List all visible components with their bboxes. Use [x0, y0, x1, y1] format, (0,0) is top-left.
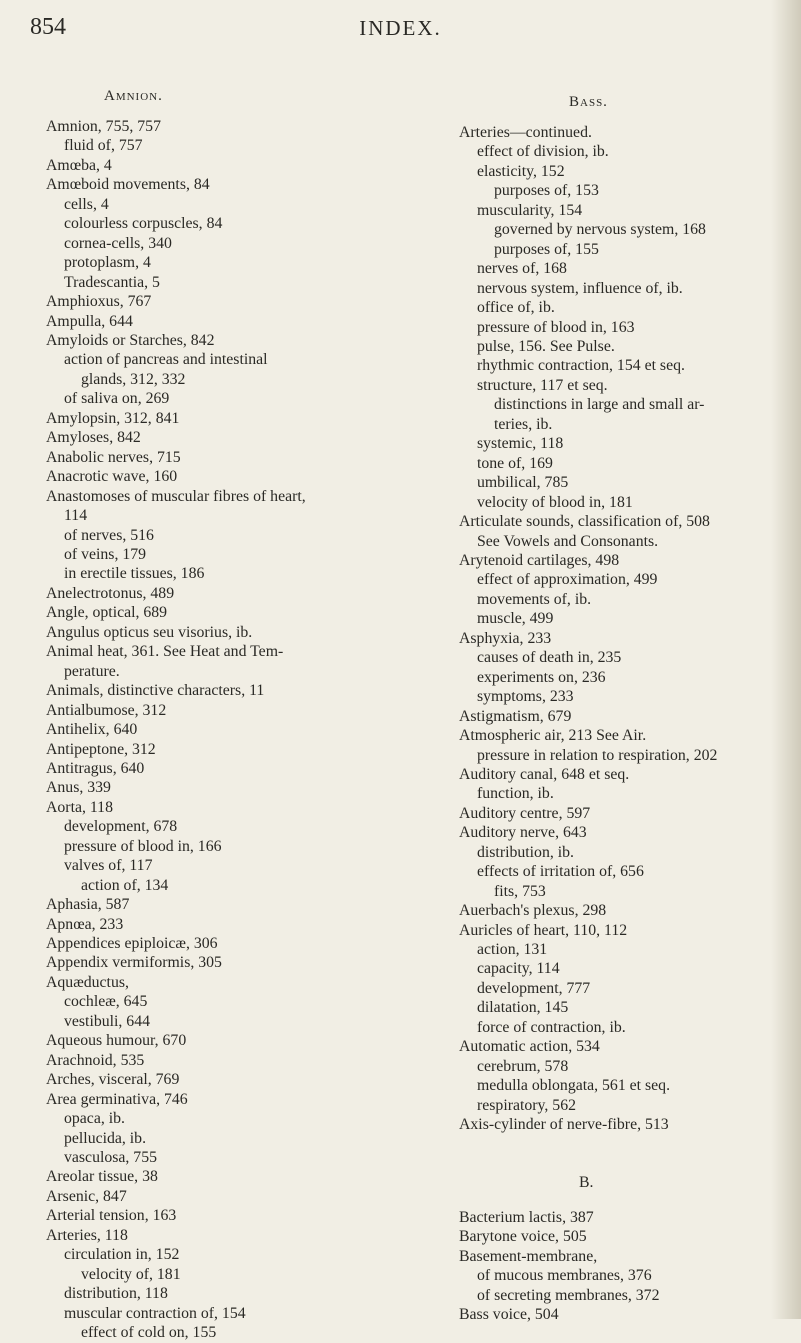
index-subentry: systemic, 118	[477, 435, 564, 453]
index-entry: Arches, visceral, 769	[46, 1071, 180, 1089]
index-subentry: development, 777	[477, 979, 591, 997]
index-subentry: pressure of blood in, 166	[64, 837, 222, 855]
index-entry: Animals, distinctive characters, 11	[46, 682, 265, 700]
index-subentry: purposes of, 155	[494, 240, 599, 258]
index-entry: Appendix vermiformis, 305	[46, 954, 222, 972]
index-subentry: cornea-cells, 340	[64, 234, 172, 252]
index-subentry: action, 131	[477, 941, 548, 959]
right-column-heading: Bass.	[569, 94, 608, 110]
index-subentry: elasticity, 152	[477, 162, 565, 180]
index-subentry: effects of irritation of, 656	[477, 863, 644, 881]
index-subentry: cerebrum, 578	[477, 1057, 569, 1075]
index-entry: Amnion, 755, 757	[46, 118, 161, 135]
index-subentry: velocity of, 181	[81, 1265, 181, 1283]
index-subentry: muscle, 499	[477, 610, 554, 628]
index-entry: Areolar tissue, 38	[46, 1168, 158, 1186]
index-subentry: nerves of, 168	[477, 260, 567, 278]
section-letter-heading: B.	[579, 1173, 594, 1191]
index-subentry: vestibuli, 644	[64, 1012, 151, 1030]
index-subentry: pulse, 156. See Pulse.	[477, 337, 615, 355]
index-entry: Anacrotic wave, 160	[46, 468, 178, 486]
index-entry: Anastomoses of muscular fibres of heart,	[46, 487, 306, 505]
index-entry: Anus, 339	[46, 779, 111, 797]
index-subentry: in erectile tissues, 186	[64, 565, 205, 583]
index-subentry: fits, 753	[494, 882, 546, 900]
index-entry: Articulate sounds, classification of, 508	[459, 513, 710, 531]
left-column	[46, 88, 431, 1343]
index-entry: Aphasia, 587	[46, 896, 130, 914]
index-subentry: pressure in relation to respiration, 202	[477, 746, 718, 764]
index-entry: Anelectrotonus, 489	[46, 584, 175, 602]
index-entry: Arsenic, 847	[46, 1187, 127, 1205]
index-entry: Bacterium lactis, 387	[459, 1209, 594, 1227]
left-entry-list	[46, 117, 431, 1343]
index-entry: Arachnoid, 535	[46, 1051, 145, 1069]
index-subentry: causes of death in, 235	[477, 649, 622, 667]
index-subentry: effect of cold on, 155	[81, 1324, 217, 1342]
index-entry: Ampulla, 644	[46, 312, 133, 330]
index-subentry: umbilical, 785	[477, 474, 569, 492]
index-entry: Aquæductus,	[46, 973, 129, 991]
index-subentry: teries, ib.	[494, 415, 553, 433]
index-entry: Atmospheric air, 213 See Air.	[459, 727, 647, 745]
index-subentry: respiratory, 562	[477, 1096, 576, 1114]
index-subentry: cochleæ, 645	[64, 993, 148, 1011]
index-subentry: function, ib.	[477, 785, 554, 803]
index-subentry: force of contraction, ib.	[477, 1018, 626, 1036]
index-entry: Aqueous humour, 670	[46, 1032, 187, 1050]
index-entry: Amœboid movements, 84	[46, 176, 210, 194]
index-subentry: action of, 134	[81, 876, 169, 894]
index-entry: Bass voice, 504	[459, 1306, 559, 1324]
index-subentry: circulation in, 152	[64, 1246, 180, 1264]
index-entry: Amyloses, 842	[46, 429, 141, 447]
index-subentry: protoplasm, 4	[64, 254, 151, 272]
index-entry: Auditory nerve, 643	[459, 824, 587, 842]
index-entry: Arteries—continued.	[459, 124, 592, 141]
index-subentry: cells, 4	[64, 195, 109, 213]
index-subentry: pressure of blood in, 163	[477, 318, 635, 336]
index-subentry: glands, 312, 332	[81, 370, 186, 388]
running-title: INDEX.	[359, 16, 442, 40]
index-entry: Amphioxus, 767	[46, 293, 152, 311]
index-subentry: effect of approximation, 499	[477, 571, 658, 589]
index-subentry: structure, 117 et seq.	[477, 376, 608, 394]
index-subentry: distribution, ib.	[477, 843, 574, 861]
index-subentry: nervous system, influence of, ib.	[477, 279, 683, 297]
index-entry: Anabolic nerves, 715	[46, 448, 181, 466]
index-entry: Auerbach's plexus, 298	[459, 902, 607, 920]
index-subentry: of secreting membranes, 372	[477, 1286, 660, 1304]
index-entry: Astigmatism, 679	[459, 707, 572, 725]
index-subentry: Tradescantia, 5	[64, 273, 160, 291]
index-entry: Basement-membrane,	[459, 1247, 598, 1265]
index-subentry: See Vowels and Consonants.	[477, 532, 659, 550]
index-entry: Barytone voice, 505	[459, 1228, 587, 1246]
index-subentry: 114	[64, 507, 88, 525]
index-subentry: symptoms, 233	[477, 688, 574, 706]
index-entry: Appendices epiploicæ, 306	[46, 935, 218, 953]
index-subentry: of saliva on, 269	[64, 390, 170, 408]
index-entry: Arteries, 118	[46, 1226, 128, 1244]
index-subentry: governed by nervous system, 168	[494, 221, 706, 239]
index-subentry: of mucous membranes, 376	[477, 1267, 652, 1285]
index-entry: Antialbumose, 312	[46, 701, 167, 719]
index-subentry: medulla oblongata, 561 et seq.	[477, 1077, 671, 1095]
index-subentry: tone of, 169	[477, 454, 553, 472]
index-subentry: experiments on, 236	[477, 668, 606, 686]
index-subentry: capacity, 114	[477, 960, 560, 978]
index-entry: Asphyxia, 233	[459, 629, 552, 647]
index-subentry: of veins, 179	[64, 545, 147, 563]
index-entry: Angulus opticus seu visorius, ib.	[46, 623, 253, 641]
index-subentry: action of pancreas and intestinal	[64, 351, 268, 369]
index-subentry: pellucida, ib.	[64, 1129, 147, 1147]
index-entry: Arytenoid cartilages, 498	[459, 551, 620, 569]
index-subentry: of nerves, 516	[64, 526, 154, 544]
index-subentry: vasculosa, 755	[64, 1149, 158, 1167]
index-entry: Amylopsin, 312, 841	[46, 409, 180, 427]
right-entry-list	[459, 123, 779, 1135]
index-subentry: movements of, ib.	[477, 590, 592, 608]
index-entry: Auditory canal, 648 et seq.	[459, 765, 630, 783]
section-b-entry-list	[459, 1208, 779, 1325]
index-entry: Angle, optical, 689	[46, 604, 168, 622]
index-subentry: velocity of blood in, 181	[477, 493, 633, 511]
index-entry: Antihelix, 640	[46, 721, 138, 739]
page-header	[0, 14, 801, 54]
index-subentry: muscularity, 154	[477, 201, 583, 219]
index-subentry: dilatation, 145	[477, 999, 569, 1017]
index-entry: Automatic action, 534	[459, 1038, 600, 1056]
index-entry: Amœba, 4	[46, 156, 112, 174]
index-entry: Apnœa, 233	[46, 915, 124, 933]
index-subentry: effect of division, ib.	[477, 143, 609, 161]
left-column-heading: Amnion.	[104, 88, 163, 104]
index-entry: Arterial tension, 163	[46, 1207, 177, 1225]
index-entry: Aorta, 118	[46, 798, 113, 816]
index-subentry: muscular contraction of, 154	[64, 1304, 246, 1322]
page-number: 854	[30, 14, 66, 40]
index-subentry: fluid of, 757	[64, 137, 143, 155]
index-subentry: development, 678	[64, 818, 178, 836]
index-entry: Area germinativa, 746	[46, 1090, 188, 1108]
index-subentry: valves of, 117	[64, 857, 153, 875]
index-entry: Axis-cylinder of nerve-fibre, 513	[459, 1116, 669, 1134]
index-subentry: distinctions in large and small ar-	[494, 396, 705, 414]
index-entry: Antitragus, 640	[46, 759, 145, 777]
index-subentry: perature.	[64, 662, 120, 680]
index-entry: Amyloids or Starches, 842	[46, 331, 215, 349]
index-entry: Antipeptone, 312	[46, 740, 156, 758]
index-subentry: colourless corpuscles, 84	[64, 215, 223, 233]
index-subentry: office of, ib.	[477, 299, 555, 317]
index-subentry: opaca, ib.	[64, 1110, 125, 1128]
index-subentry: purposes of, 153	[494, 182, 599, 200]
right-column	[459, 88, 779, 1325]
index-subentry: rhythmic contraction, 154 et seq.	[477, 357, 685, 375]
index-subentry: distribution, 118	[64, 1285, 168, 1303]
index-entry: Auditory centre, 597	[459, 804, 591, 822]
index-entry: Auricles of heart, 110, 112	[459, 921, 628, 939]
index-entry: Animal heat, 361. See Heat and Tem-	[46, 643, 284, 661]
